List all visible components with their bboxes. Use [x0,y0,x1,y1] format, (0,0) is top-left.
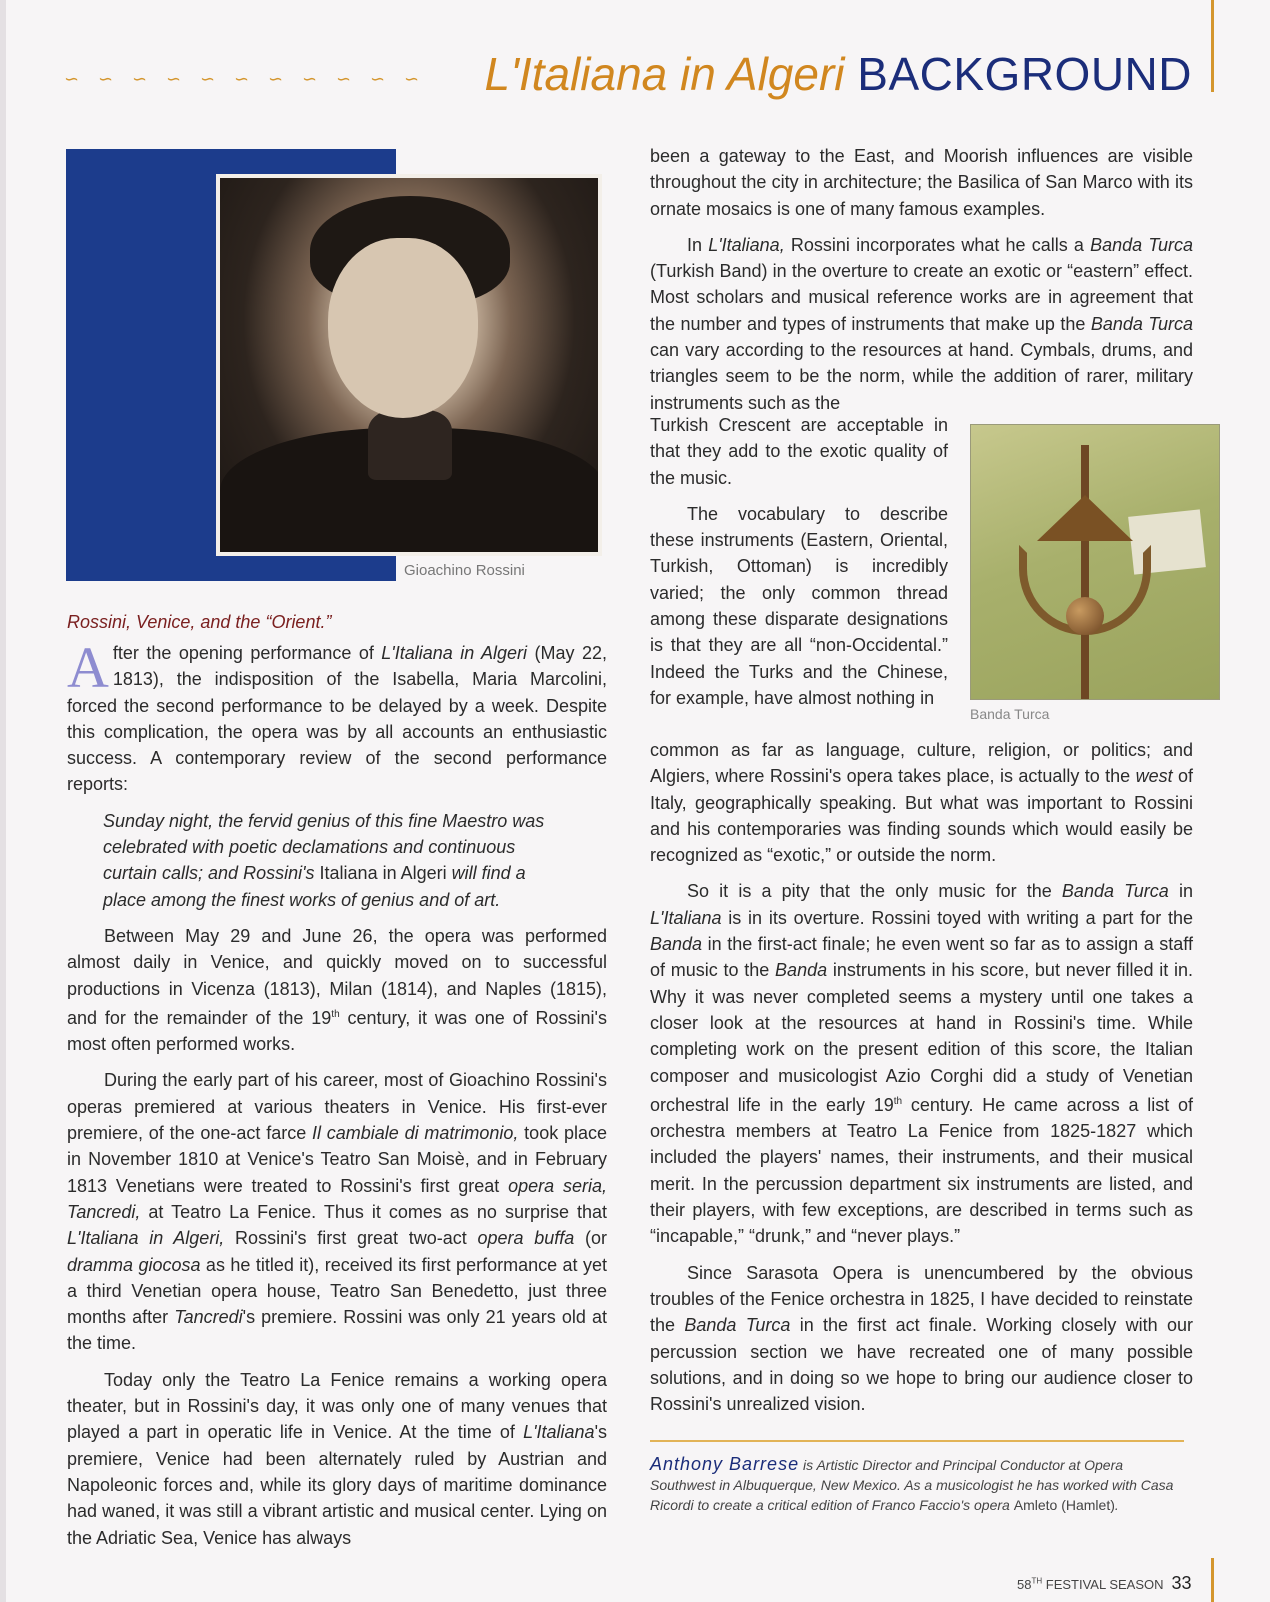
author-name: Anthony Barrese [650,1454,800,1474]
swirl-ornament-icon: ∽ [404,69,420,89]
paragraph: been a gateway to the East, and Moorish influences are visible throughout the city in architecture; the Basilica of San Marco with its ornate mosaics is one of many famous examples. [650,146,1193,219]
title-background-word: BACKGROUND [857,48,1192,100]
crescent-hat-shape [1037,495,1133,541]
page-number: 33 [1171,1573,1192,1593]
title-opera-name: L'Italiana in Algeri [484,48,845,100]
swirl-ornament-icon: ∽ [132,69,148,89]
paragraph: common as far as language, culture, religion, or politics; and Algiers, where Rossini's opera takes place, is actually to the west of Italy, geographically speaking. But what was important to Rossini and his contemporaries was finding sounds which would easily be recognized as “exotic,” or outside the norm. [650,740,1193,866]
paragraph: After the opening performance of L'Italiana in Algeri (May 22, 1813), the indisposition of the Isabella, Maria Marcolini, forced the second performance to be delayed by a week. Despite this complication, the opera was by all accounts an enthusiastic success. A contemporary review of the second performance reports: [67,635,607,795]
crescent-ball-shape [1066,597,1104,635]
right-column-top [650,143,1193,416]
block-quote: Sunday night, the fervid genius of this fine Maestro was celebrated with poetic declamations and continuous curtain calls; and Rossini's Italiana in Algeri will find a place among the finest works of genius and of art. [103,810,545,910]
paragraph: During the early part of his career, most of Gioachino Rossini's operas premiered at various theaters in Venice. His first-ever premiere, of the one-act farce Il cambiale di matrimonio, took place in November 1810 at Venice's Teatro San Moisè, and in February 1813 Venetians were treated to Rossini's first great opera seria, Tancredi, at Teatro La Fenice. Thus it comes as no surprise that L'Italiana in Algeri, Rossini's first great two-act opera buffa (or dramma giocosa as he titled it), received its first performance at yet a third Venetian opera house, Teatro San Benedetto, just three months after Tancredi's premiere. Rossini was only 21 years old at the time. [67,1070,608,1354]
portrait-face-shape [328,238,478,418]
banda-turca-caption: Banda Turca [970,706,1050,722]
paragraph: Between May 29 and June 26, the opera was performed almost daily in Venice, and quickly moved on to successful productions in Vicenza (1813), Milan (1814), and Naples (1815), and for the remainder of the 19th century, it was one of Rossini's most often performed works. [67,925,607,1055]
swirl-ornament-icon: ∽ [234,69,250,89]
swirl-ornament-icon: ∽ [336,69,352,89]
page-footer: 58TH FESTIVAL SEASON 33 [1017,1573,1192,1593]
right-column-wrap [650,412,948,711]
paragraph: Turkish Crescent are acceptable in that they add to the exotic quality of the music. [650,415,948,488]
decorative-swirls [64,69,430,89]
page-title [485,46,1192,102]
right-margin-rule-top [1211,0,1214,92]
author-bio: Anthony Barrese is Artistic Director and Principal Conductor at Opera Southwest in Albuquerque, New Mexico. As a musicologist he has worked with Casa Ricordi to create a critical edition of Franco Faccio's opera Amleto (Hamlet). [650,1454,1174,1513]
portrait-collar-shape [368,410,452,480]
paragraph: Since Sarasota Opera is unencumbered by the obvious troubles of the Fenice orchestra in 1825, I have decided to reinstate the Banda Turca in the first act finale. Working closely with our percussion section we have recreated one of many possible solutions, and in doing so we hope to bring our audience closer to Rossini's unrealized vision. [650,1262,1193,1415]
paragraph: In L'Italiana, Rossini incorporates what he calls a Banda Turca (Turkish Band) in the overture to create an exotic or “eastern” effect. Most scholars and musical reference works are in agreement that the number and types of instruments that make up the Banda Turca can vary according to the resources at hand. Cymbals, drums, and triangles seem to be the norm, while the addition of rarer, military instruments such as the [650,234,1194,413]
swirl-ornament-icon: ∽ [64,69,80,89]
paragraph: Today only the Teatro La Fenice remains a working opera theater, but in Rossini's day, it was only one of many venues that played a part in operatic life in Venice. At the time of L'Italiana's premiere, Venice had been alternately ruled by Austrian and Napoleonic forces and, while its glory days of maritime dominance had waned, it was still a vibrant artistic and musical center. Lying on the Adriatic Sea, Venice has always [67,1369,607,1548]
swirl-ornament-icon: ∽ [370,69,386,89]
bio-divider [650,1440,1184,1442]
paragraph: So it is a pity that the only music for the Banda Turca in L'Italiana is in its overture. Rossini toyed with writing a part for the Banda in the first-act finale; he even went so far as to assign a staff of music to the Banda instruments in his score, but never filled it in. Why it was never completed seems a mystery until one takes a closer look at the resources at hand in Rossini's time. While completing work on the present edition of this score, the Italian composer and musicologist Azio Corghi did a study of Venetian orchestral life in the early 19th century. He came across a list of orchestra members at Teatro La Fenice from 1825-1827 which included the players' names, their instruments, and their musical merit. In the percussion department six instruments are listed, and their players, with few exceptions, are described in terms such as “incapable,” “drunk,” and “never plays.” [650,881,1193,1247]
portrait-caption: Gioachino Rossini [404,562,525,579]
swirl-ornament-icon: ∽ [268,69,284,89]
banda-turca-image [970,424,1220,700]
swirl-ornament-icon: ∽ [302,69,318,89]
right-column-bottom [650,737,1193,1417]
swirl-ornament-icon: ∽ [98,69,114,89]
section-heading: Rossini, Venice, and the “Orient.” [67,612,332,632]
page-spine-shadow [0,0,6,1602]
swirl-ornament-icon: ∽ [200,69,216,89]
right-margin-rule-bottom [1211,1558,1214,1602]
swirl-ornament-icon: ∽ [166,69,182,89]
page-header [60,44,1200,114]
rossini-portrait-image [216,174,602,556]
paragraph: The vocabulary to describe these instruments (Eastern, Oriental, Turkish, Ottoman) is incredibly varied; the only common thread among these disparate designations is that they are all “non-Occidental.” Indeed the Turks and the Chinese, for example, have almost nothing in [650,503,948,708]
left-column [67,635,608,1551]
drop-cap: A [67,635,109,700]
